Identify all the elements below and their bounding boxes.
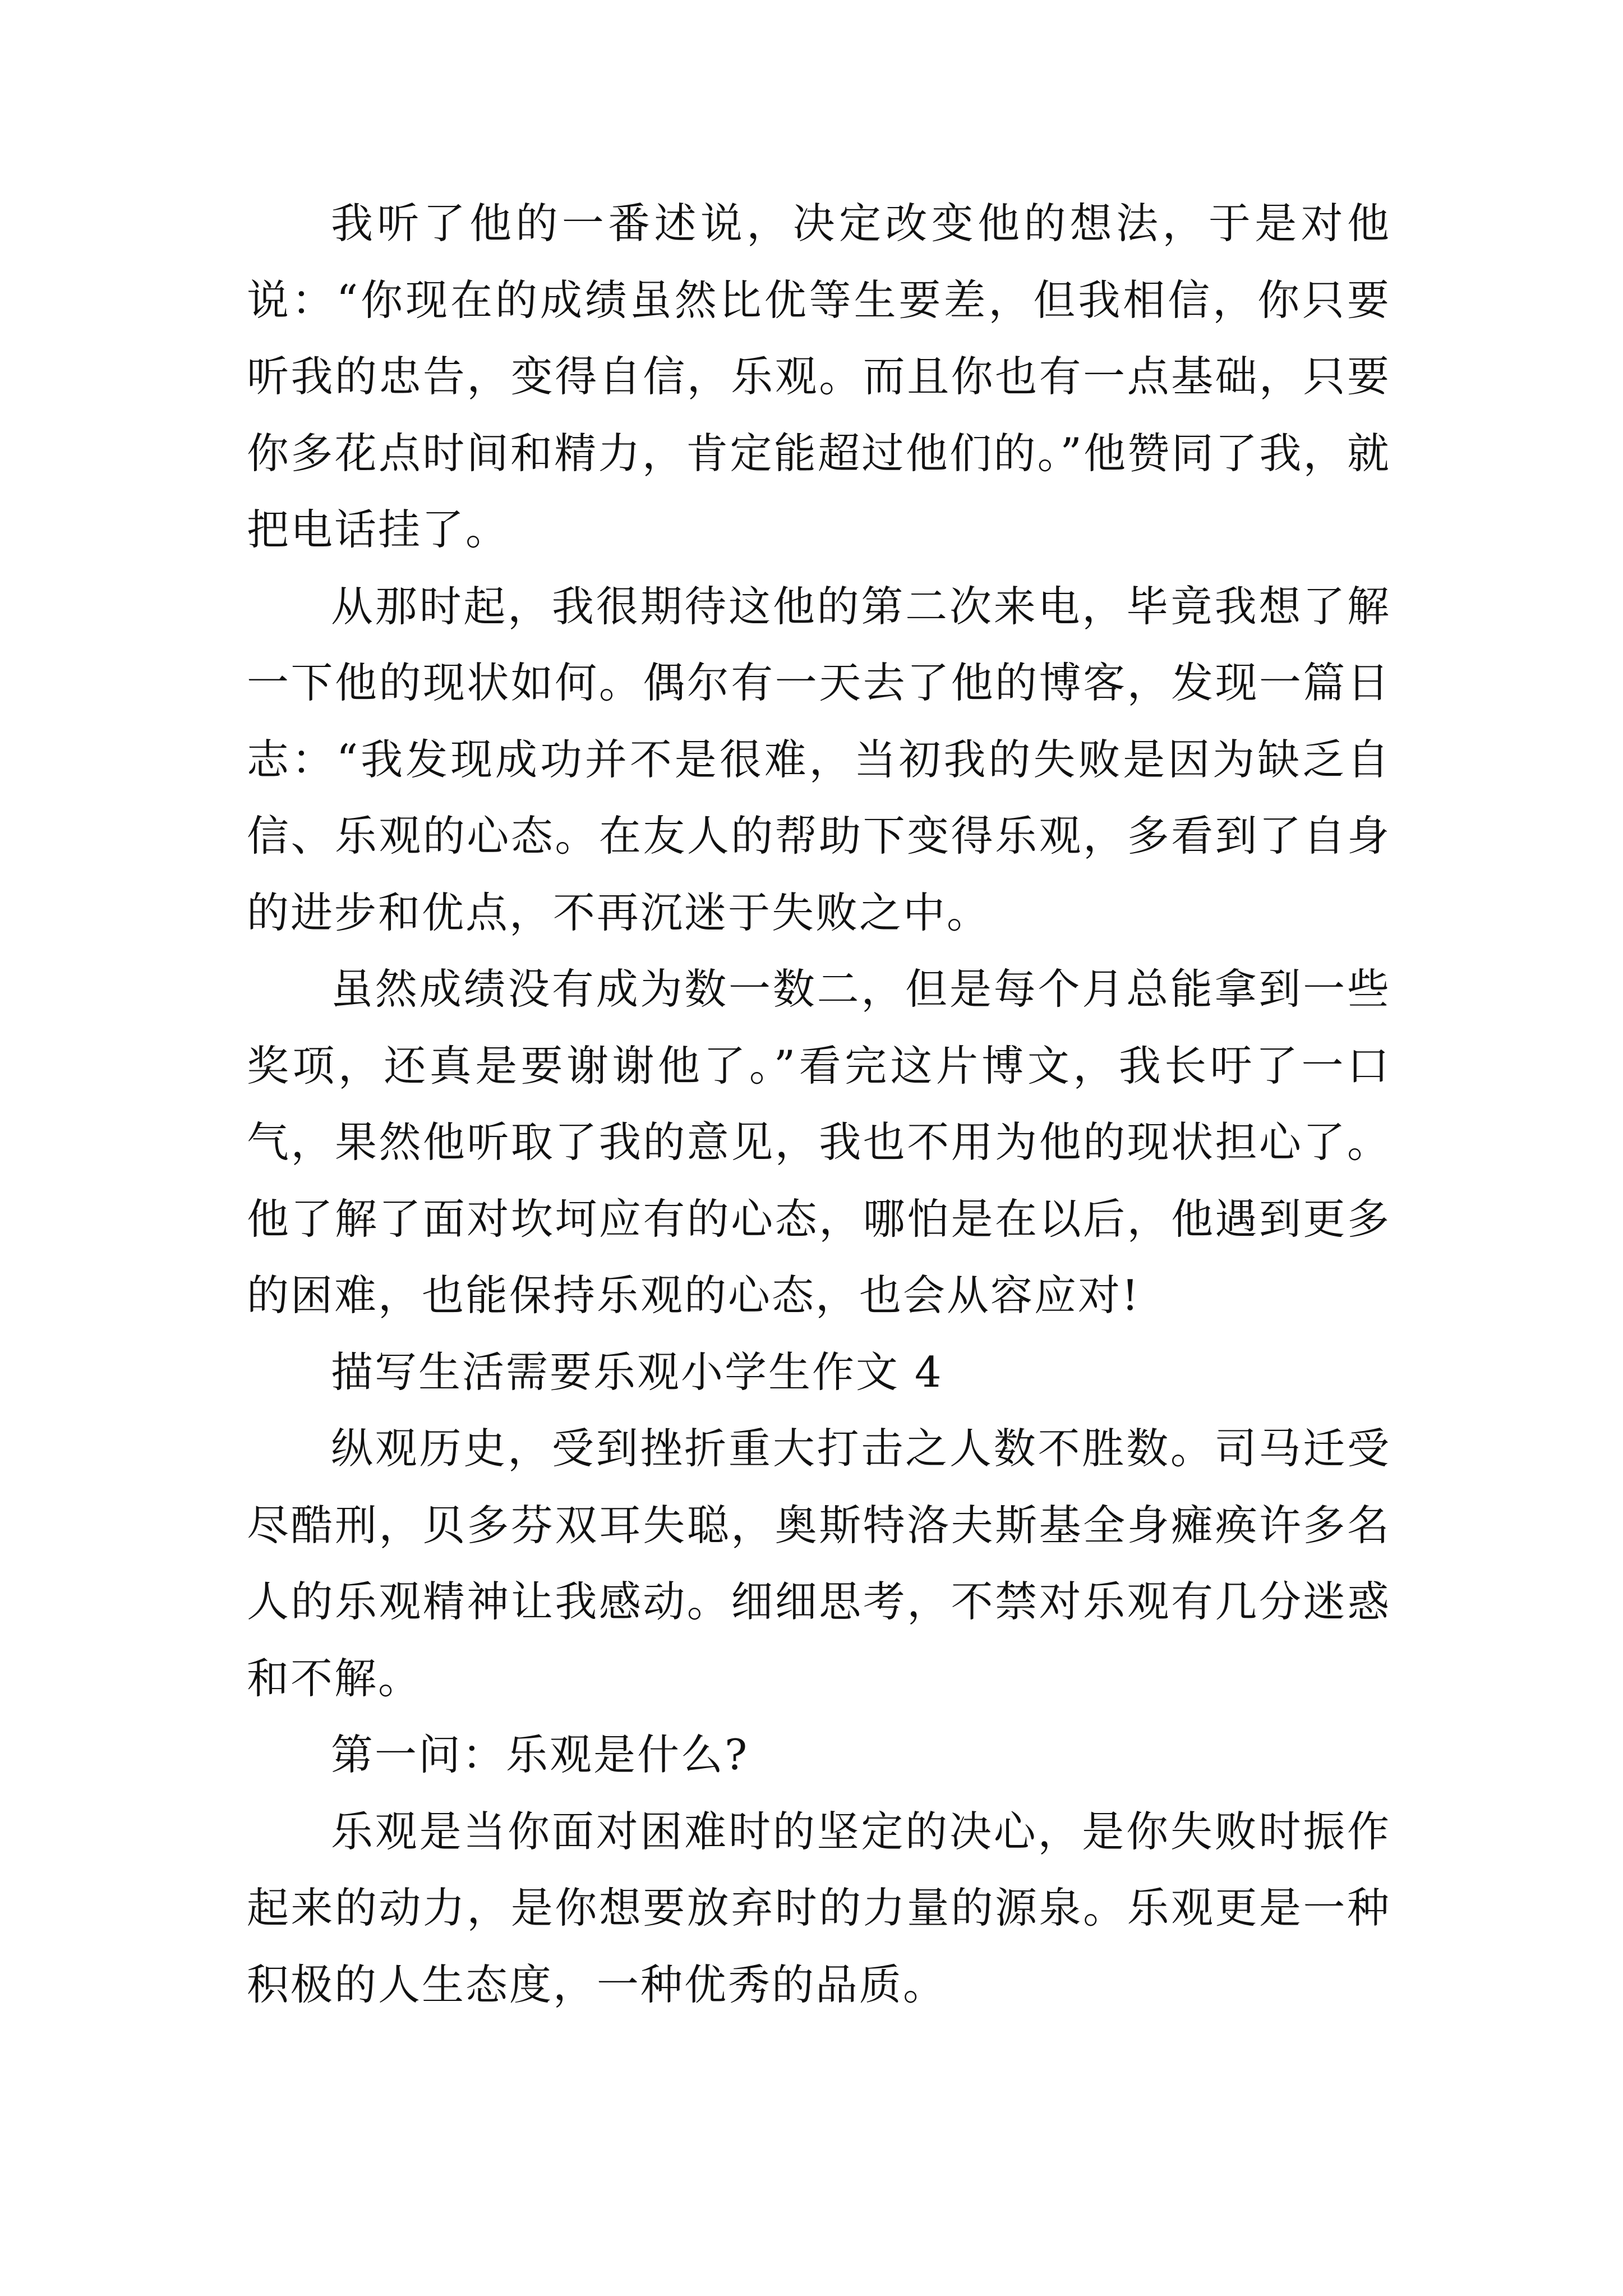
paragraph-history: 纵观历史，受到挫折重大打击之人数不胜数。司马迁受尽酷刑，贝多芬双耳失聪，奥斯特洛夫斯基全身瘫痪许多名人的乐观精神让我感动。细细思考，不禁对乐观有几分迷惑和不解。 <box>247 1424 1391 1703</box>
paragraph-phone-advice: 我听了他的一番述说，决定改变他的想法，于是对他说：“你现在的成绩虽然比优等生要差，但我相信，你只要听我的忠告，变得自信，乐观。而且你也有一点基础，只要你多花点时间和精力，肯定能超过他们的。”他赞同了我，就把电话挂了。 <box>247 199 1391 554</box>
paragraph-blog-diary: 从那时起，我很期待这他的第二次来电，毕竟我想了解一下他的现状如何。偶尔有一天去了他的博客，发现一篇日志：“我发现成功并不是很难，当初我的失败是因为缺乏自信、乐观的心态。在友人的帮助下变得乐观，多看到了自身的进步和优点，不再沉迷于失败之中。 <box>247 581 1391 937</box>
question-heading: 第一问：乐观是什么? <box>331 1730 749 1779</box>
article-body <box>247 185 1391 2023</box>
paragraph-awards-relief: 虽然成绩没有成为数一数二，但是每个月总能拿到一些奖项，还真是要谢谢他了。”看完这片博文，我长吁了一口气，果然他听取了我的意见，我也不用为他的现状担心了。他了解了面对坎坷应有的心态，哪怕是在以后，他遇到更多的困难，也能保持乐观的心态，也会从容应对! <box>247 964 1391 1320</box>
paragraph-optimism-definition: 乐观是当你面对困难时的坚定的决心，是你失败时振作起来的动力，是你想要放弃时的力量的源泉。乐观更是一种积极的人生态度，一种优秀的品质。 <box>247 1806 1391 2009</box>
section-heading: 描写生活需要乐观小学生作文 4 <box>331 1347 943 1397</box>
